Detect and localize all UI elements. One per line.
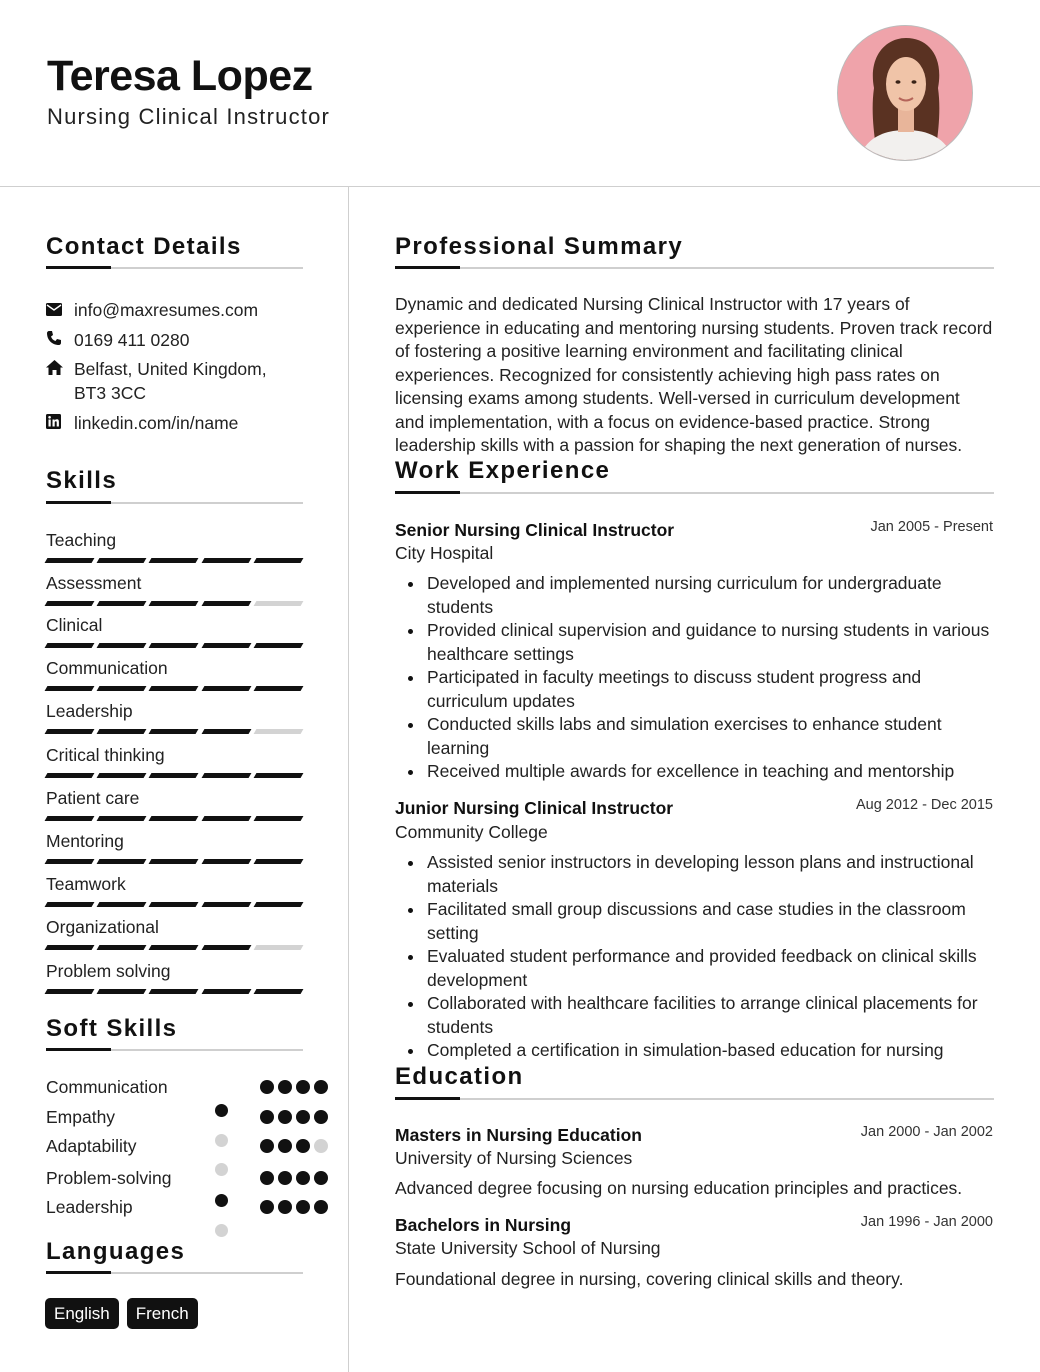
soft-skill-item bbox=[46, 1105, 306, 1129]
experience-heading: Work Experience bbox=[395, 457, 611, 484]
degree-dates: Jan 1996 - Jan 2000 bbox=[860, 1214, 993, 1230]
soft-skill-label: Communication bbox=[46, 1077, 168, 1097]
skill-level-segment bbox=[253, 558, 303, 563]
school-name: University of Nursing Sciences bbox=[395, 1148, 633, 1168]
rating-dot bbox=[260, 1200, 274, 1214]
rating-dot bbox=[296, 1080, 310, 1094]
skill-level-segment bbox=[45, 816, 95, 821]
skill-level-segment bbox=[97, 859, 147, 864]
soft-skill-item bbox=[46, 1195, 306, 1219]
skill-level-segment bbox=[253, 902, 303, 907]
language-badge: French bbox=[127, 1298, 198, 1329]
skill-level-bar bbox=[46, 558, 302, 563]
skill-level-segment bbox=[45, 902, 95, 907]
skill-level-segment bbox=[97, 945, 147, 950]
skill-level-bar bbox=[46, 729, 302, 734]
soft-skills-rule bbox=[46, 1049, 303, 1051]
skill-item bbox=[46, 743, 302, 778]
skill-level-segment bbox=[149, 989, 199, 994]
contact-heading: Contact Details bbox=[46, 233, 242, 260]
job-dates: Aug 2012 - Dec 2015 bbox=[855, 797, 993, 813]
summary-rule bbox=[395, 267, 994, 269]
skill-level-segment bbox=[97, 601, 147, 606]
job-bullet: Facilitated small group discussions and case studies in the classroom setting bbox=[427, 898, 997, 945]
job-organization: Community College bbox=[395, 822, 548, 842]
skill-level-segment bbox=[253, 989, 303, 994]
skill-item bbox=[46, 656, 302, 691]
portrait-image bbox=[838, 26, 973, 161]
degree-title: Bachelors in Nursing bbox=[395, 1215, 572, 1235]
job-bullet: Assisted senior instructors in developing lesson plans and instructional materials bbox=[427, 851, 997, 898]
skill-level-bar bbox=[46, 773, 302, 778]
skill-level-segment bbox=[45, 729, 95, 734]
skill-level-segment bbox=[201, 643, 251, 648]
home-icon bbox=[46, 357, 74, 380]
column-divider bbox=[348, 187, 349, 1372]
skill-level-segment bbox=[45, 686, 95, 691]
stray-dot bbox=[215, 1104, 228, 1117]
rating-dot bbox=[260, 1080, 274, 1094]
skill-level-segment bbox=[149, 601, 199, 606]
degree-description: Foundational degree in nursing, covering clinical skills and theory. bbox=[395, 1269, 904, 1289]
envelope-icon bbox=[46, 298, 74, 321]
skill-item bbox=[46, 872, 302, 907]
skills-heading: Skills bbox=[46, 467, 118, 494]
skill-label: Problem solving bbox=[46, 961, 171, 981]
skill-level-segment bbox=[253, 686, 303, 691]
job-bullet: Received multiple awards for excellence in teaching and mentorship bbox=[427, 760, 997, 784]
skill-level-bar bbox=[46, 643, 302, 648]
skill-label: Assessment bbox=[46, 573, 142, 593]
school-name: State University School of Nursing bbox=[395, 1238, 661, 1258]
skill-level-segment bbox=[201, 729, 251, 734]
skill-item bbox=[46, 786, 302, 821]
soft-skill-item bbox=[46, 1075, 306, 1099]
skill-level-segment bbox=[97, 643, 147, 648]
rating-dot bbox=[296, 1200, 310, 1214]
job-bullet: Conducted skills labs and simulation exercises to enhance student learning bbox=[427, 713, 997, 760]
resume-header bbox=[0, 0, 1040, 187]
languages-heading: Languages bbox=[46, 1238, 186, 1265]
skill-level-segment bbox=[201, 945, 251, 950]
soft-skill-label: Empathy bbox=[46, 1107, 116, 1127]
skill-level-segment bbox=[97, 989, 147, 994]
rating-dot bbox=[278, 1110, 292, 1124]
soft-skill-rating bbox=[260, 1110, 328, 1124]
skill-level-segment bbox=[201, 558, 251, 563]
degree-dates: Jan 2000 - Jan 2002 bbox=[860, 1124, 993, 1140]
skill-level-segment bbox=[45, 643, 95, 648]
rating-dot bbox=[314, 1139, 328, 1153]
skill-level-segment bbox=[45, 601, 95, 606]
education-rule bbox=[395, 1098, 994, 1100]
rating-dot bbox=[314, 1171, 328, 1185]
skill-level-segment bbox=[253, 643, 303, 648]
skill-level-bar bbox=[46, 859, 302, 864]
skill-item bbox=[46, 613, 302, 648]
skill-label: Communication bbox=[46, 658, 168, 678]
skill-item bbox=[46, 915, 302, 950]
skill-level-segment bbox=[201, 902, 251, 907]
skill-level-segment bbox=[149, 643, 199, 648]
skill-label: Organizational bbox=[46, 917, 159, 937]
skill-level-segment bbox=[45, 945, 95, 950]
contact-linkedin[interactable] bbox=[46, 411, 238, 435]
soft-skill-rating bbox=[260, 1080, 328, 1094]
degree-description: Advanced degree focusing on nursing education principles and practices. bbox=[395, 1178, 963, 1198]
soft-skill-rating bbox=[260, 1139, 328, 1153]
skill-level-segment bbox=[45, 773, 95, 778]
skill-level-segment bbox=[201, 859, 251, 864]
soft-skill-label: Leadership bbox=[46, 1197, 133, 1217]
skill-level-bar bbox=[46, 989, 302, 994]
candidate-name: Teresa Lopez bbox=[47, 52, 313, 100]
rating-dot bbox=[260, 1110, 274, 1124]
experience-rule bbox=[395, 492, 994, 494]
soft-skill-item bbox=[46, 1134, 306, 1158]
job-bullet: Evaluated student performance and provided feedback on clinical skills development bbox=[427, 945, 997, 992]
job-title: Senior Nursing Clinical Instructor bbox=[395, 520, 675, 540]
skill-label: Mentoring bbox=[46, 831, 124, 851]
job-bullet: Participated in faculty meetings to discuss student progress and curriculum updates bbox=[427, 666, 997, 713]
job-dates: Jan 2005 - Present bbox=[870, 519, 993, 535]
contact-linkedin-text: linkedin.com/in/name bbox=[74, 413, 239, 433]
phone-icon bbox=[46, 328, 74, 351]
summary-text: Dynamic and dedicated Nursing Clinical Instructor with 17 years of experience in educating and mentoring nursing students. Proven track record of fostering a positive learning environment and facilitating clinical experiences. Recognized for consistently achieving high pass rates on licensing exams among students. Well-versed in curriculum development and implementation, with a focus on evidence-based practice. Strong leadership skills with a passion for shaping the next generation of nurses. bbox=[395, 294, 993, 455]
skill-level-segment bbox=[149, 945, 199, 950]
skill-level-segment bbox=[97, 729, 147, 734]
rating-dot bbox=[278, 1080, 292, 1094]
contact-phone-text: 0169 411 0280 bbox=[74, 330, 190, 350]
skill-level-segment bbox=[253, 729, 303, 734]
skill-level-segment bbox=[253, 816, 303, 821]
skill-item bbox=[46, 571, 302, 606]
skill-item bbox=[46, 959, 302, 994]
rating-dot bbox=[260, 1139, 274, 1153]
skill-level-segment bbox=[253, 773, 303, 778]
skill-level-segment bbox=[201, 686, 251, 691]
skill-level-segment bbox=[149, 686, 199, 691]
rating-dot bbox=[278, 1171, 292, 1185]
education-heading: Education bbox=[395, 1063, 524, 1090]
skill-level-segment bbox=[201, 773, 251, 778]
skill-level-segment bbox=[253, 859, 303, 864]
skill-level-bar bbox=[46, 601, 302, 606]
job-bullets bbox=[427, 572, 997, 784]
rating-dot bbox=[260, 1171, 274, 1185]
skill-level-segment bbox=[253, 945, 303, 950]
profile-photo bbox=[837, 25, 973, 161]
skill-label: Teamwork bbox=[46, 874, 126, 894]
skill-level-segment bbox=[97, 686, 147, 691]
skill-level-segment bbox=[45, 859, 95, 864]
skill-level-bar bbox=[46, 686, 302, 691]
job-title: Junior Nursing Clinical Instructor bbox=[395, 798, 674, 818]
linkedin-icon bbox=[46, 411, 74, 434]
skill-item bbox=[46, 528, 302, 563]
skill-level-bar bbox=[46, 945, 302, 950]
skills-rule bbox=[46, 502, 303, 504]
skill-level-segment bbox=[45, 558, 95, 563]
contact-email[interactable] bbox=[46, 298, 258, 322]
job-bullet: Collaborated with healthcare facilities to arrange clinical placements for students bbox=[427, 992, 997, 1039]
contact-email-text: info@maxresumes.com bbox=[74, 300, 259, 320]
soft-skill-rating bbox=[260, 1200, 328, 1214]
skill-item bbox=[46, 699, 302, 734]
summary-heading: Professional Summary bbox=[395, 233, 684, 260]
stray-dot bbox=[215, 1163, 228, 1176]
contact-rule bbox=[46, 267, 303, 269]
skill-level-segment bbox=[253, 601, 303, 606]
degree-title: Masters in Nursing Education bbox=[395, 1125, 642, 1145]
rating-dot bbox=[296, 1171, 310, 1185]
languages-rule bbox=[46, 1272, 303, 1274]
skill-label: Clinical bbox=[46, 615, 103, 635]
rating-dot bbox=[296, 1139, 310, 1153]
contact-phone[interactable] bbox=[46, 328, 190, 352]
contact-address bbox=[46, 357, 267, 405]
skill-label: Leadership bbox=[46, 701, 133, 721]
languages-list bbox=[45, 1298, 198, 1329]
skill-label: Patient care bbox=[46, 788, 140, 808]
skill-level-segment bbox=[201, 601, 251, 606]
stray-dot bbox=[215, 1194, 228, 1207]
rating-dot bbox=[314, 1110, 328, 1124]
skill-level-segment bbox=[201, 816, 251, 821]
soft-skill-item bbox=[46, 1166, 306, 1190]
rating-dot bbox=[278, 1139, 292, 1153]
skill-level-segment bbox=[97, 816, 147, 821]
skill-label: Teaching bbox=[46, 530, 117, 550]
skill-level-segment bbox=[149, 816, 199, 821]
language-badge: English bbox=[45, 1298, 119, 1329]
skill-level-segment bbox=[97, 558, 147, 563]
skill-level-bar bbox=[46, 816, 302, 821]
soft-skills-heading: Soft Skills bbox=[46, 1015, 178, 1042]
candidate-title: Nursing Clinical Instructor bbox=[47, 104, 331, 129]
soft-skill-label: Adaptability bbox=[46, 1136, 137, 1156]
contact-address-line2: BT3 3CC bbox=[74, 383, 146, 403]
skill-level-segment bbox=[149, 773, 199, 778]
contact-address-line1: Belfast, United Kingdom, bbox=[74, 359, 267, 379]
skill-level-bar bbox=[46, 902, 302, 907]
job-bullet: Provided clinical supervision and guidance to nursing students in various healthcare settings bbox=[427, 619, 997, 666]
skill-label: Critical thinking bbox=[46, 745, 165, 765]
rating-dot bbox=[314, 1080, 328, 1094]
stray-dot bbox=[215, 1134, 228, 1147]
rating-dot bbox=[296, 1110, 310, 1124]
soft-skill-rating bbox=[260, 1171, 328, 1185]
job-bullets bbox=[427, 851, 997, 1063]
skill-level-segment bbox=[149, 859, 199, 864]
soft-skill-label: Problem-solving bbox=[46, 1168, 172, 1188]
stray-dot bbox=[215, 1224, 228, 1237]
job-bullet: Completed a certification in simulation-based education for nursing bbox=[427, 1039, 997, 1063]
job-organization: City Hospital bbox=[395, 543, 494, 563]
skill-level-segment bbox=[45, 989, 95, 994]
skill-level-segment bbox=[149, 558, 199, 563]
skill-level-segment bbox=[97, 773, 147, 778]
rating-dot bbox=[314, 1200, 328, 1214]
skill-level-segment bbox=[201, 989, 251, 994]
skill-level-segment bbox=[97, 902, 147, 907]
skill-level-segment bbox=[149, 729, 199, 734]
skill-level-segment bbox=[149, 902, 199, 907]
rating-dot bbox=[278, 1200, 292, 1214]
skill-item bbox=[46, 829, 302, 864]
job-bullet: Developed and implemented nursing curriculum for undergraduate students bbox=[427, 572, 997, 619]
